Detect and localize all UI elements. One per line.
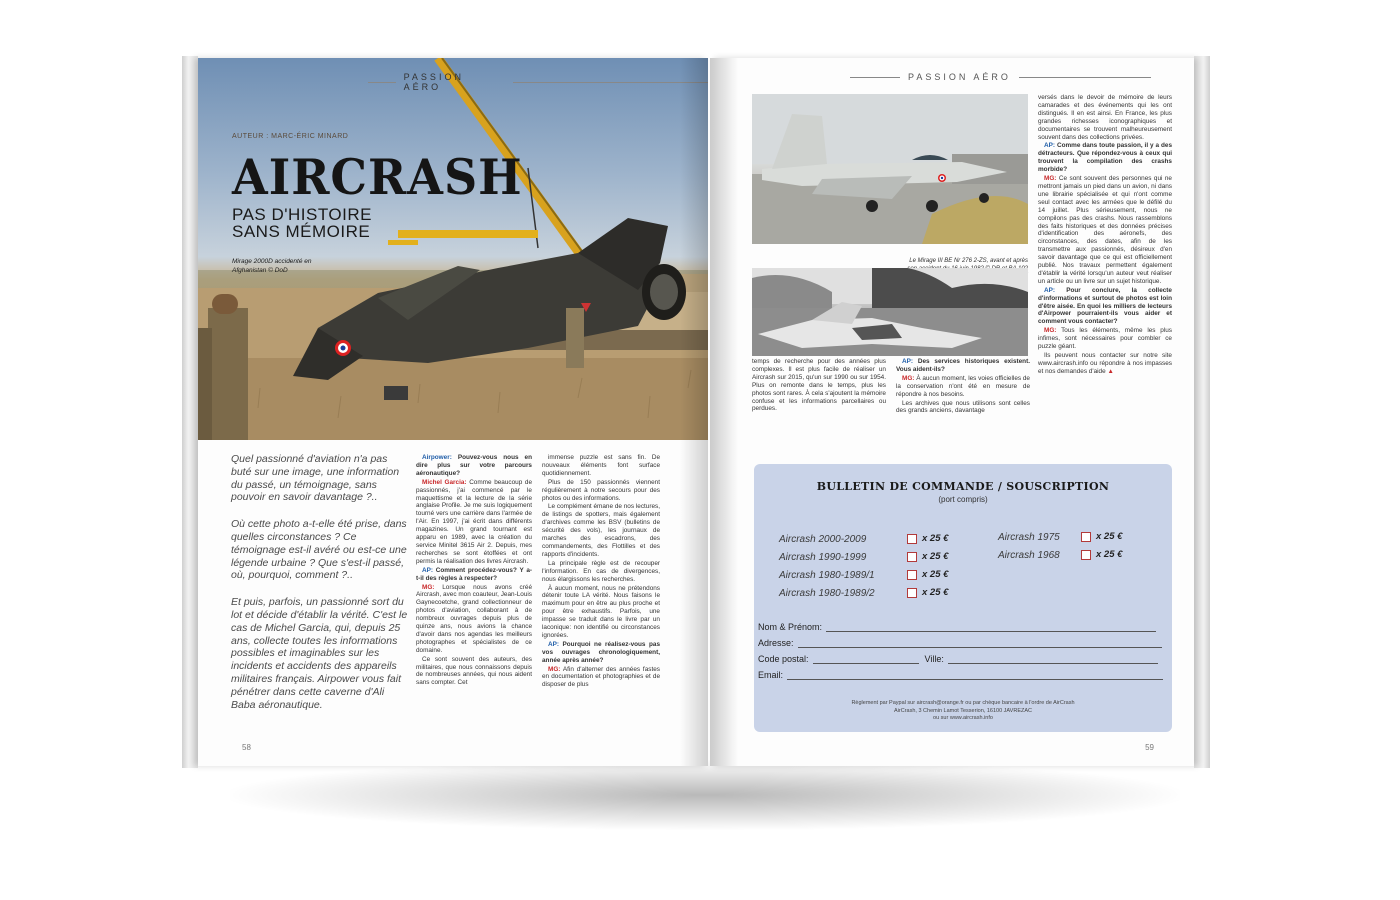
order-item [779, 570, 875, 581]
email-field[interactable] [758, 670, 1163, 680]
order-form-footer [754, 700, 1172, 723]
paragraph [1038, 287, 1172, 327]
question-text: Comment procédez-vous? Y a-t-il des règles à respecter? [416, 566, 532, 582]
intro-paragraph: Et puis, parfois, un passionné sort du lot et décide d'établir la vérité. C'est le cas de Michel Garcia, qui, depuis 25 ans, collecte toutes les informations possibles et imaginables sur les incidents et accidents des appareils militaires français. Airpower vous fait pénétrer dans cette caverne d'Ali Baba aéronautique. [231, 596, 408, 711]
order-checkbox[interactable] [907, 570, 917, 580]
paragraph: immense puzzle est sans fin. De nouveaux éléments font surface quotidiennement. [542, 454, 660, 477]
order-item-name: Aircrash 1975 [998, 532, 1060, 543]
order-checkbox[interactable] [907, 534, 917, 544]
paragraph [416, 479, 532, 566]
intro-paragraph: Quel passionné d'aviation n'a pas buté sur une image, une information du passé, un témoignage, sans pouvoir en savoir davantage ?.. [231, 453, 400, 504]
city-input-line[interactable] [948, 655, 1158, 664]
jet-illustration [752, 94, 1028, 244]
speaker-label: Airpower: [422, 454, 452, 461]
paragraph: Ce sont souvent des auteurs, des militaires, que nous connaissons depuis de nombreuses années, qui nous aident sans compter. Cet [416, 655, 532, 687]
field-label: Email: [758, 670, 784, 680]
photo-caption: Le Mirage III BE Nr 276 2-ZS, avant et après [909, 258, 1028, 264]
mirage-photo-after [752, 268, 1028, 356]
section-header-label: PASSION AÉRO [908, 72, 1011, 82]
email-input-line[interactable] [787, 671, 1163, 680]
order-item [779, 534, 866, 545]
order-form-subtitle: (port compris) [938, 495, 988, 504]
crash-scene-illustration [198, 58, 708, 440]
answer-text: Tous les éléments, même les plus infimes, sont nécessaires pour combler ce puzzle géant. [1038, 327, 1172, 351]
name-field[interactable] [758, 622, 1156, 632]
answer-text: Ce sont souvent des personnes qui ne mettront jamais un pied dans un avion, ni dans une librairie spécialisée et qui n'ont comme seul contact avec les armées que le défilé du 14 juillet. Plus sérieusement, nous ne compilons pas des crashs. Nous rassemblons des faits historiques et des données précises d'identification des aéronefs, des circonstances, des dates, afin de les transmettre aux passionnés, désireux d'en savoir davantage que ce qui est officiellement publié. Nos travaux permettent également d'établir la vérité lorsqu'un auteur veut réaliser un article ou un livre sur un sujet historique. [1038, 175, 1172, 285]
intro-paragraph: Où cette photo a-t-elle été prise, dans quelles circonstances ? Ce témoignage est-il avéré ou est-ce une légende urbaine ? Que s'est-il passé, où, pourquoi, comment ?.. [231, 518, 407, 582]
name-input-line[interactable] [826, 623, 1156, 632]
spine-shadow [710, 58, 738, 766]
payment-info: Règlement par Paypal sur aircrash@orange.fr ou par chèque bancaire à l'ordre de AirCrash [851, 700, 1075, 706]
order-checkbox[interactable] [907, 552, 917, 562]
order-item-price: x 25 € [1096, 531, 1123, 542]
speaker-label: MG: [902, 374, 915, 382]
spine-shadow [680, 58, 708, 766]
right-page [710, 58, 1194, 766]
paragraph [416, 584, 532, 655]
hero-photo [198, 58, 708, 440]
order-item-price: x 25 € [922, 551, 949, 562]
paragraph [542, 666, 660, 690]
address-input-line[interactable] [798, 639, 1162, 648]
speaker-label: MG: [422, 583, 435, 591]
order-form [754, 464, 1172, 732]
order-item-price: x 25 € [1096, 549, 1123, 560]
field-label: Code postal: [758, 654, 809, 664]
paragraph [416, 567, 532, 583]
order-checkbox[interactable] [907, 588, 917, 598]
article-title: AIRCRASH [232, 148, 523, 206]
speaker-label: AP: [548, 640, 560, 648]
closing-text: Ils peuvent nous contacter sur notre site www.aircrash.info ou répondre à nos impasses et nos demandes d'aide [1038, 352, 1172, 375]
answer-text: À aucun moment, les voies officielles de la conservation n'ont été en mesure de répondre à nos besoins. [896, 374, 1030, 398]
text-column-2 [542, 454, 660, 690]
order-item-name: Aircrash 2000-2009 [779, 534, 867, 545]
paragraph [1038, 327, 1172, 351]
author-byline: AUTEUR : MARC-ÉRIC MINARD [232, 133, 349, 140]
magazine-shadow [230, 760, 1180, 830]
order-form-title: BULLETIN DE COMMANDE / SOUSCRIPTION [816, 480, 1110, 493]
order-item-name: Aircrash 1980-1989/2 [779, 588, 875, 599]
speaker-label: AP: [422, 566, 434, 574]
question-text: Pour conclure, la collecte d'informations et surtout de photos est loin d'être aisée. En quoi les milliers de lecteurs d'Airpower pourraient-ils vous aider et comment vous contacter? [1038, 286, 1172, 326]
mirage-photo-before [752, 94, 1028, 244]
paragraph: Les archives que nous utilisons sont celles des grands anciens, davantage [896, 399, 1030, 415]
order-item [779, 588, 875, 599]
order-item-price: x 25 € [922, 587, 949, 598]
section-header [850, 72, 1151, 82]
paragraph: temps de recherche pour des années plus complexes. Il est plus facile de réaliser un Aircrash sur 2015, qu'un sur 1990 ou sur 1954. Plus on remonte dans le temps, plus les photos sont rares. À cela s'ajoutent la mémoire confuse et les informations parcellaires ou perdues. [752, 358, 886, 413]
order-checkbox[interactable] [1081, 532, 1091, 542]
answer-text: Comme beaucoup de passionnés, j'ai commencé par le maquettisme et la lecture de la série anglaise Profile. Je me suis logiquement tourné vers une carrière dans l'armée de l'Air. En 1997, j'ai écrit dans différents magazines. Un grand tournant est apparu en 1989, avec la création du service Minitel 3615 Air 2. Depuis, mes recherches se sont étoffées et ont permis la réalisation des livres Aircrash. [416, 478, 533, 565]
paragraph: Le complément émane de nos lectures, de listings de spotters, mais également d'archives comme les BSV (bulletins de sécurité des vols), les journaux de marches des escadrons, des commandements, des Flottilles et des rapports d'incidents. [542, 503, 660, 558]
question-text: Pouvez-vous nous en dire plus sur votre parcours aéronautique? [416, 454, 532, 477]
left-page [198, 58, 708, 766]
section-header [368, 72, 708, 92]
order-item-name: Aircrash 1980-1989/1 [779, 570, 875, 581]
header-rule-right [1019, 77, 1151, 78]
postal-input-line[interactable] [813, 655, 919, 664]
order-item [998, 550, 1060, 561]
article-subtitle [232, 206, 372, 240]
header-rule-left [850, 77, 900, 78]
order-item-name: Aircrash 1968 [998, 550, 1060, 561]
website-link: ou sur www.aircrash.info [933, 715, 993, 721]
speaker-label: MG: [548, 665, 561, 673]
speaker-label: Michel Garcia: [422, 478, 467, 486]
address-field[interactable] [758, 638, 1162, 648]
subtitle-line: SANS MÉMOIRE [232, 222, 371, 241]
speaker-label: AP: [1044, 286, 1056, 294]
order-item [779, 552, 866, 563]
paragraph: À aucun moment, nous ne prétendons détenir toute LA vérité. Nous faisons le maximum pour en être au plus proche et pour être exhaustifs. Parfois, une impasse se traduit dans le livre par un laconique: non identifié ou circonstances ignorées. [542, 584, 660, 639]
paragraph [416, 454, 532, 478]
order-item-price: x 25 € [922, 533, 949, 544]
page-number: 58 [242, 743, 251, 752]
text-column-c [1038, 94, 1172, 377]
header-rule-left [368, 82, 396, 83]
paragraph: La principale règle est de recouper l'information. En cas de divergences, nous élargissons les recherches. [542, 559, 660, 583]
paragraph [1038, 142, 1172, 174]
text-column-b [896, 358, 1030, 416]
order-item-name: Aircrash 1990-1999 [779, 552, 867, 563]
paragraph [542, 641, 660, 665]
right-page-edge [1194, 56, 1210, 768]
field-label: Ville: [924, 654, 944, 664]
question-text: Pourquoi ne réalisez-vous pas vos ouvrages chronologiquement, année après année? [542, 640, 660, 664]
answer-text: Lorsque nous avons créé Aircrash, avec mon coauteur, Jean-Louis Gaynecoetche, grand collectionneur de photos d'aviation, collaborant à de nombreux ouvrages depuis plus de quinze ans, nous avions la chance d'avoir dans nos agendas les meilleurs photographes et spécialistes de ce domaine. [416, 583, 532, 654]
paragraph [896, 358, 1030, 374]
wreck-illustration [752, 268, 1028, 356]
order-item-price: x 25 € [922, 569, 949, 580]
answer-text: Afin d'alterner des années fastes en documentation et photographies et de disposer de plus [542, 665, 660, 689]
postal-field[interactable] [758, 654, 1158, 664]
order-checkbox[interactable] [1081, 550, 1091, 560]
photo-caption: Mirage 2000D accidenté en Afghanistan © DoD [232, 258, 312, 274]
paragraph: versés dans le devoir de mémoire de leurs camarades et des événements qui les ont distingués. Il en est ainsi. En France, les plus grandes richesses iconographiques et documentaires se trouvent malheureusement souvent dans des collections privées. [1038, 94, 1172, 141]
left-page-edge [182, 56, 198, 768]
question-text: Des services historiques existent. Vous aident-ils? [896, 358, 1030, 373]
page-number: 59 [1145, 743, 1154, 752]
subtitle-line: PAS D'HISTOIRE [232, 205, 372, 224]
text-column-a [752, 358, 886, 414]
article-intro [231, 453, 409, 725]
paragraph [896, 375, 1030, 399]
text-column-1 [416, 454, 532, 688]
speaker-label: AP: [1044, 142, 1056, 150]
speaker-label: MG: [1044, 327, 1057, 335]
question-text: Comme dans toute passion, il y a des détracteurs. Que répondez-vous à ceux qui trouvent la compilation des crashs morbide? [1038, 142, 1173, 174]
end-mark-icon: ▲ [1107, 367, 1114, 375]
header-rule-right [513, 82, 708, 83]
speaker-label: AP: [902, 358, 914, 365]
paragraph [1038, 175, 1172, 286]
speaker-label: MG: [1044, 175, 1057, 183]
paragraph [1038, 352, 1172, 376]
postal-address: AirCrash, 3 Chemin Lamot Tesserion, 16100 JAVREZAC [894, 707, 1032, 714]
order-item [998, 532, 1060, 543]
paragraph: Plus de 150 passionnés viennent régulièrement à notre secours pour des photos ou des informations. [542, 478, 660, 502]
field-label: Nom & Prénom: [758, 622, 823, 632]
section-header-label: PASSION AÉRO [403, 72, 464, 92]
field-label: Adresse: [758, 638, 794, 648]
